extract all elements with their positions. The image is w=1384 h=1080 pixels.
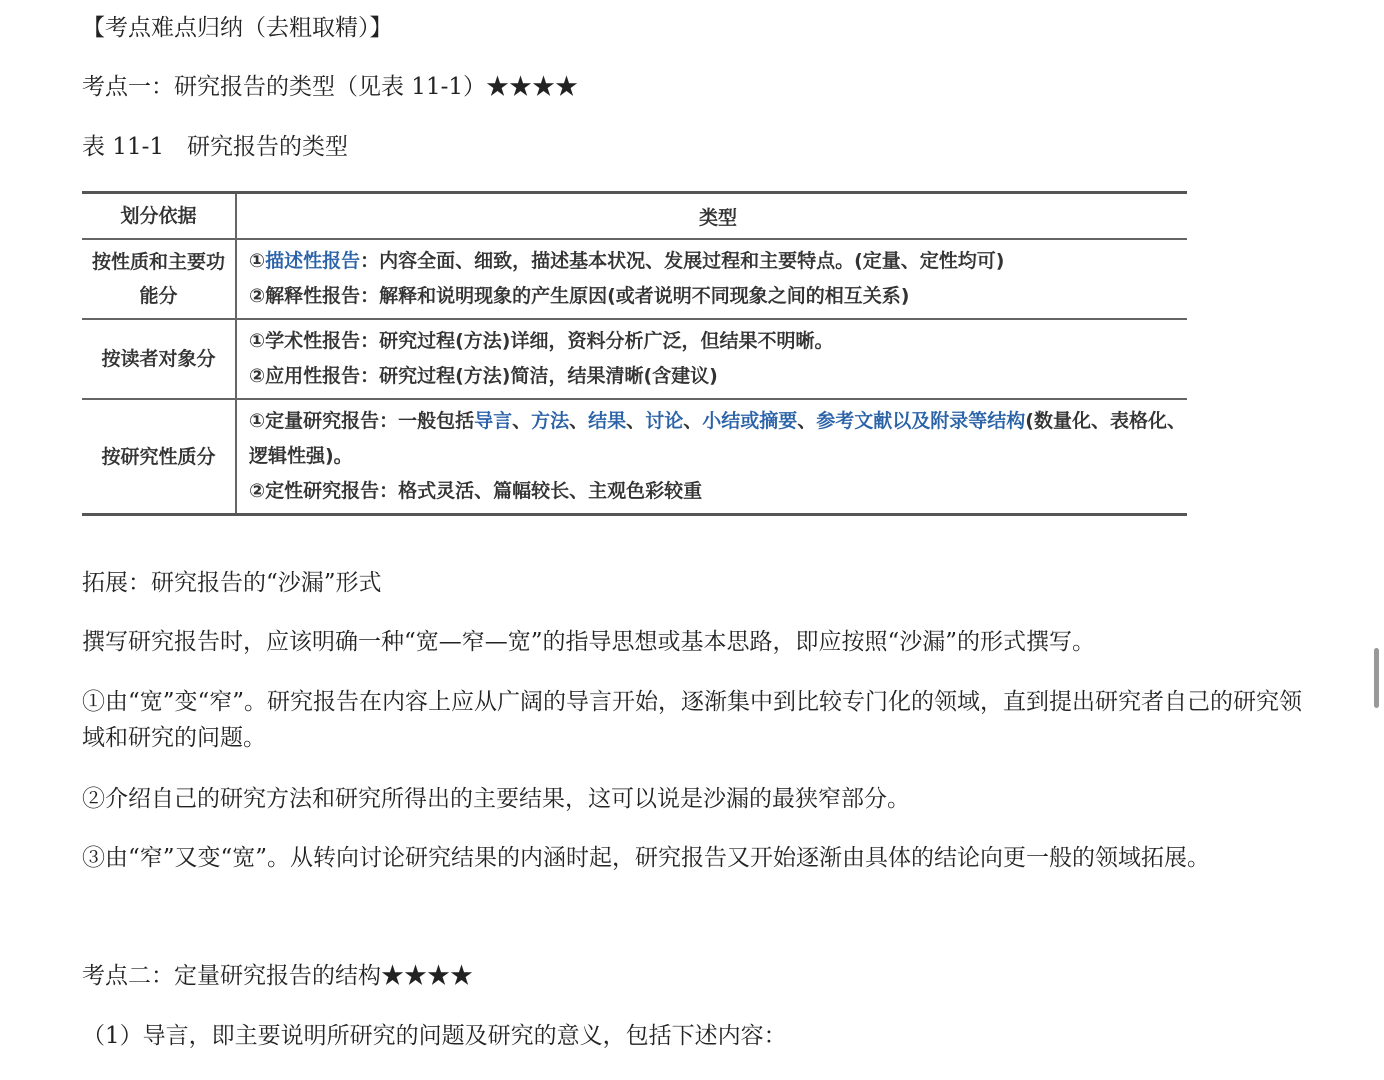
type-line: ②定性研究报告：格式灵活、篇幅较长、主观色彩较重 (249, 480, 703, 502)
row-types (236, 319, 1187, 399)
type-line: ①学术性报告：研究过程(方法)详细，资料分析广泛，但结果不明晰。 (249, 330, 834, 352)
separator: 、 (569, 410, 589, 432)
type-line: ②应用性报告：研究过程(方法)简洁，结果清晰(含建议) (249, 365, 718, 387)
extension-title: 拓展：研究报告的“沙漏”形式 (82, 570, 382, 596)
keyword-highlight: 方法 (531, 410, 570, 432)
separator: 、 (683, 410, 703, 432)
point-two-title: 考点二：定量研究报告的结构★★★★ (82, 963, 473, 989)
keyword-highlight: 结果 (588, 410, 627, 432)
paragraph: ①由“宽”变“窄”。研究报告在内容上应从广阔的导言开始，逐渐集中到比较专门化的领域，直到提出研究者自己的研究领域和研究的问题。 (82, 689, 1303, 751)
separator: 、 (797, 410, 817, 432)
table-row (82, 239, 1187, 319)
keyword-highlight: 参考文献以及附录等结构 (816, 410, 1026, 432)
keyword-highlight: 讨论 (645, 410, 684, 432)
row-basis: 按读者对象分 (82, 319, 236, 399)
row-types (236, 239, 1187, 319)
keyword-highlight: 小结或摘要 (702, 410, 798, 432)
type-description: (数量化、表格化、逻辑性强)。 (249, 410, 1186, 467)
type-line: ②解释性报告：解释和说明现象的产生原因(或者说明不同现象之间的相互关系) (249, 285, 910, 307)
row-basis: 按研究性质分 (82, 399, 236, 515)
type-description: ：内容全面、细致，描述基本状况、发展过程和主要特点。(定量、定性均可) (360, 250, 1005, 272)
separator: 、 (626, 410, 646, 432)
circled-number: ① (249, 250, 266, 272)
type-description: ①定量研究报告：一般包括 (249, 410, 475, 432)
section-heading: 【考点难点归纳（去粗取精）】 (82, 15, 393, 41)
header-types: 类型 (236, 193, 1187, 240)
separator: 、 (512, 410, 532, 432)
paragraph: ③由“窄”又变“宽”。从转向讨论研究结果的内涵时起，研究报告又开始逐渐由具体的结论向更一般的领域拓展。 (82, 845, 1211, 871)
paragraph: 撰写研究报告时，应该明确一种“宽—窄—宽”的指导思想或基本思路，即应按照“沙漏”的形式撰写。 (82, 629, 1096, 655)
paragraph: ②介绍自己的研究方法和研究所得出的主要结果，这可以说是沙漏的最狭窄部分。 (82, 786, 910, 812)
point-one-title: 考点一：研究报告的类型（见表 11-1）★★★★ (82, 74, 578, 100)
header-basis: 划分依据 (82, 193, 236, 240)
paragraph: （1）导言，即主要说明所研究的问题及研究的意义，包括下述内容： (82, 1023, 787, 1049)
type-line (249, 244, 1187, 279)
table-row (82, 399, 1187, 515)
table-caption: 表 11-1 研究报告的类型 (82, 134, 348, 160)
keyword-highlight: 导言 (474, 410, 513, 432)
table-header-row (82, 193, 1187, 240)
type-line (249, 404, 1187, 474)
keyword-highlight: 描述性报告 (265, 250, 361, 272)
report-types-table (82, 191, 1187, 516)
scrollbar-thumb[interactable] (1374, 648, 1379, 708)
table-row (82, 319, 1187, 399)
row-basis: 按性质和主要功能分 (82, 239, 236, 319)
row-types (236, 399, 1187, 515)
